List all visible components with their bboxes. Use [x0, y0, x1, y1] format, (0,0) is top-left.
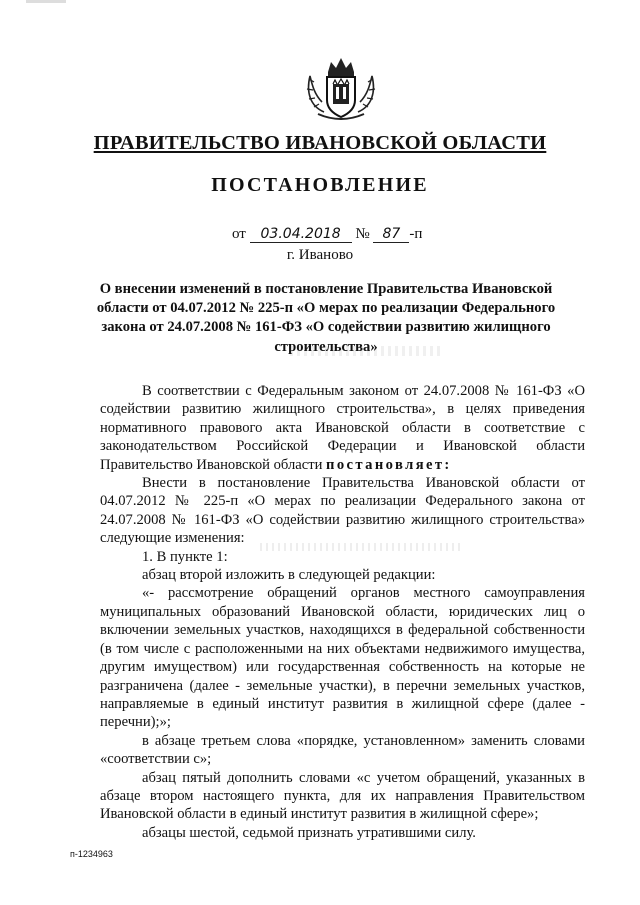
number-prefix: № [355, 226, 370, 242]
document-date: 03.04.2018 [250, 226, 352, 243]
body-paragraph [100, 382, 585, 474]
body-paragraph: 1. В пункте 1: [142, 548, 228, 565]
document-number: 87 [373, 226, 409, 243]
scan-noise [290, 346, 440, 356]
paragraph-text: В соответствии с Федеральным законом от 24.07.2008 № 161-ФЗ «О содействии развитию жилищного строительства», в целях приведения нормативного правового акта Ивановской области в соответствие с законодательством Российской Федерации и Ивановской области Правительство Ивановской области [100, 383, 585, 473]
document-type-title: ПОСТАНОВЛЕНИЕ [211, 174, 429, 196]
scan-noise [260, 543, 460, 551]
body-paragraph: абзац второй изложить в следующей редакции: [142, 567, 436, 584]
body-paragraph: Внести в постановление Правительства Ивановской области от 04.07.2012 № 225-п «О мерах по реализации Федерального закона от 24.07.2008 № 161-ФЗ «О содействии развитию жилищного строительства» следующие изменения: [100, 475, 585, 547]
body-paragraph: абзац пятый дополнить словами «с учетом обращений, указанных в абзаце втором настоящего пункта, для их направления Правительством Ивановской области в единый институт развития в жилищной сфере»; [100, 769, 585, 823]
coat-of-arms-emblem [300, 54, 382, 126]
resolution-keyword: постановляет: [326, 456, 452, 473]
document-number-line [232, 226, 422, 243]
scan-mark [26, 0, 66, 3]
document-body [100, 382, 585, 842]
organization-title: ПРАВИТЕЛЬСТВО ИВАНОВСКОЙ ОБЛАСТИ [93, 132, 547, 154]
city-label: г. Иваново [286, 247, 354, 263]
body-paragraph: «- рассмотрение обращений органов местного самоуправления муниципальных образований Ивановской области, юридических лиц о включении земельных участков, находящихся в федеральной собственности (в том числе с расположенными на них объектами недвижимого имущества, другим имуществом) или государственная собственность на которые не разграничена (далее - земельные участки), в перечни земельных участков, направляемые в единый институт развития в жилищной сфере (далее - перечни);»; [100, 585, 585, 731]
date-prefix: от [232, 226, 246, 242]
number-suffix: -п [409, 226, 423, 242]
body-paragraph: абзацы шестой, седьмой признать утратившими силу. [142, 824, 476, 841]
document-code: п-1234963 [70, 849, 113, 859]
body-paragraph: в абзаце третьем слова «порядке, установленном» заменить словами «соответствии с»; [100, 732, 585, 768]
document-subject: О внесении изменений в постановление Правительства Ивановской области от 04.07.2012 № 225-п «О мерах по реализации Федерального закона от 24.07.2008 № 161-ФЗ «О содействии развитию жилищного строительства» [96, 281, 556, 355]
